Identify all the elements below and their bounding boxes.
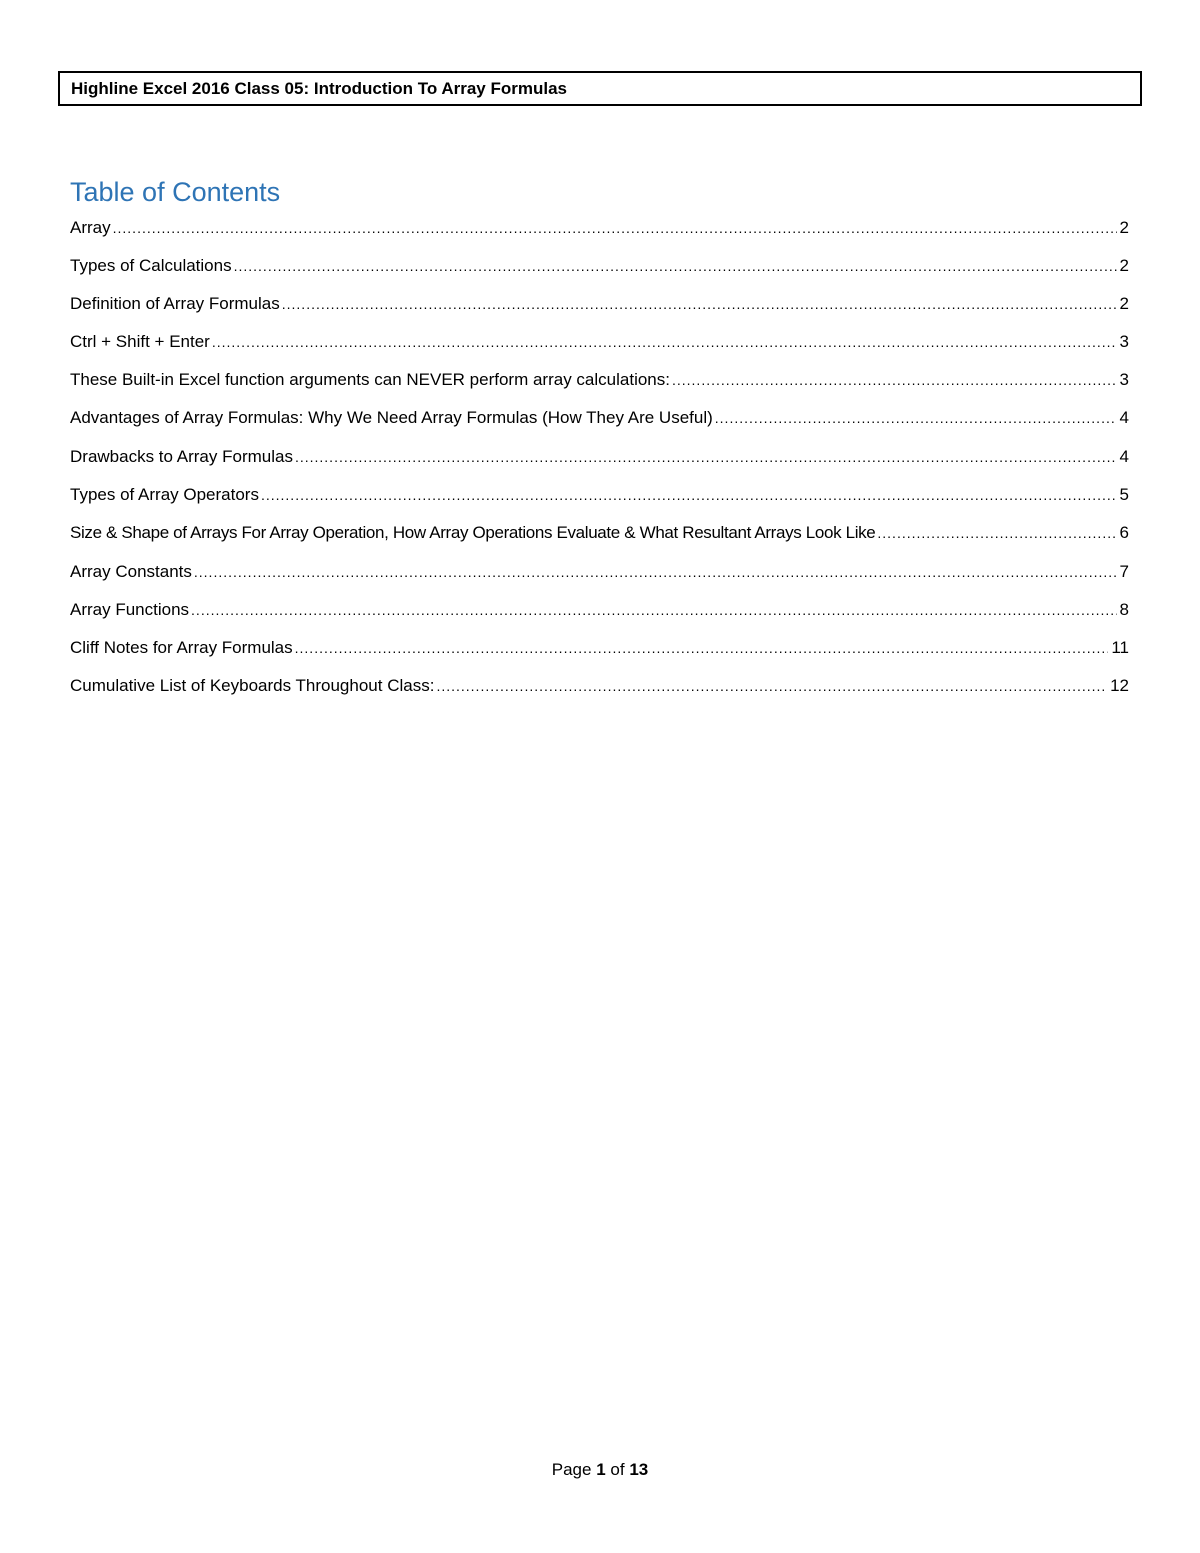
toc-entry-title: Array Constants — [70, 562, 192, 581]
toc-entry-page: 2 — [1119, 294, 1129, 313]
toc-entry-title: Advantages of Array Formulas: Why We Need Array Formulas (How They Are Useful) — [70, 408, 713, 427]
toc-dot-leader — [295, 636, 1109, 660]
toc-dot-leader — [672, 368, 1117, 392]
toc-entry-page: 3 — [1119, 370, 1129, 389]
toc-dot-leader — [191, 598, 1116, 622]
toc-entry-page: 7 — [1119, 562, 1129, 581]
footer-current-page: 1 — [596, 1460, 606, 1479]
toc-dot-leader — [113, 216, 1117, 240]
toc-entry-page: 8 — [1119, 600, 1129, 619]
toc-entry-types-of-calculations[interactable] — [70, 254, 1129, 278]
toc-dot-leader — [234, 254, 1117, 278]
toc-entry-title: Ctrl + Shift + Enter — [70, 332, 210, 351]
toc-dot-leader — [194, 560, 1117, 584]
toc-entry-title: Array Functions — [70, 600, 190, 619]
toc-entry-title: Drawbacks to Array Formulas — [70, 447, 293, 466]
toc-entry-cliff-notes[interactable] — [70, 636, 1129, 660]
toc-dot-leader — [436, 674, 1107, 698]
toc-entry-array-constants[interactable] — [70, 560, 1129, 584]
toc-entry-page: 2 — [1119, 256, 1129, 275]
toc-entry-page: 12 — [1110, 676, 1129, 695]
toc-entry-page: 3 — [1119, 332, 1129, 351]
footer-page-word: Page — [551, 1460, 592, 1479]
toc-entry-page: 2 — [1119, 218, 1129, 237]
toc-entry-title: These Built-in Excel function arguments can NEVER perform array calculations: — [70, 370, 670, 389]
toc-dot-leader — [212, 330, 1117, 354]
toc-entry-array-functions[interactable] — [70, 598, 1129, 622]
toc-dot-leader — [282, 292, 1117, 316]
toc-entry-drawbacks[interactable] — [70, 445, 1129, 469]
toc-list — [70, 0, 1129, 1553]
toc-entry-page: 11 — [1111, 638, 1129, 657]
toc-entry-types-of-array-operators[interactable] — [70, 483, 1129, 507]
toc-dot-leader — [261, 483, 1117, 507]
toc-dot-leader — [295, 445, 1117, 469]
toc-entry-page: 4 — [1119, 447, 1129, 466]
document-title: Highline Excel 2016 Class 05: Introduction To Array Formulas — [71, 79, 567, 98]
toc-entry-page: 6 — [1119, 523, 1129, 542]
toc-entry-title: Cumulative List of Keyboards Throughout Class: — [70, 676, 435, 695]
toc-entry-keyboards[interactable] — [70, 674, 1129, 698]
toc-heading: Table of Contents — [70, 177, 281, 207]
toc-entry-size-and-shape[interactable] — [70, 521, 1129, 545]
toc-dot-leader — [715, 406, 1117, 430]
toc-entry-builtin-arguments[interactable] — [70, 368, 1129, 392]
toc-entry-page: 4 — [1119, 408, 1129, 427]
toc-entry-title: Definition of Array Formulas — [70, 294, 280, 313]
toc-entry-title: Array — [70, 218, 111, 237]
footer-total-pages: 13 — [629, 1460, 649, 1479]
toc-entry-title: Size & Shape of Arrays For Array Operation, How Array Operations Evaluate & What Resultant Arrays Look Like — [70, 523, 876, 542]
toc-entry-ctrl-shift-enter[interactable] — [70, 330, 1129, 354]
footer-of-word: of — [610, 1460, 625, 1479]
toc-entry-title: Types of Calculations — [70, 256, 232, 275]
toc-entry-array[interactable] — [70, 216, 1129, 240]
toc-entry-advantages[interactable] — [70, 406, 1129, 430]
page-footer — [0, 1459, 1200, 1481]
toc-entry-title: Cliff Notes for Array Formulas — [70, 638, 293, 657]
toc-entry-definition-of-array-formulas[interactable] — [70, 292, 1129, 316]
toc-dot-leader — [877, 521, 1116, 545]
toc-entry-title: Types of Array Operators — [70, 485, 259, 504]
toc-entry-page: 5 — [1119, 485, 1129, 504]
